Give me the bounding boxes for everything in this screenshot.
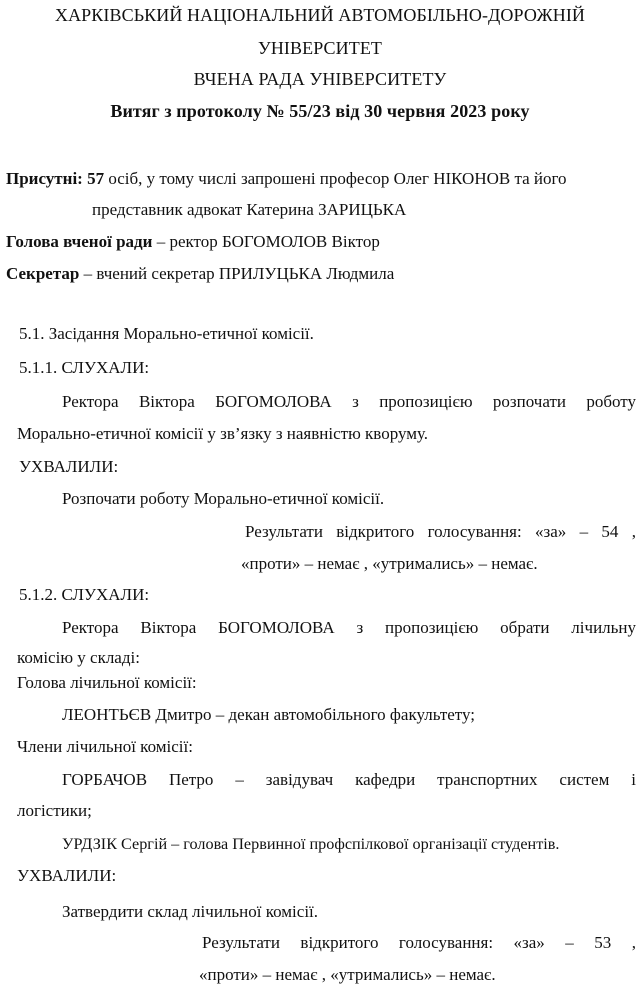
s2-proposal-text: Ректора Віктора БОГОМОЛОВА з пропозицією обрати лічильну — [62, 618, 636, 637]
council-name: ВЧЕНА РАДА УНІВЕРСИТЕТУ — [193, 69, 447, 89]
secretary-label: Секретар — [6, 264, 80, 283]
s2-decision: Затвердити склад лічильної комісії. — [62, 902, 319, 921]
s2-vote-results: Результати відкритого голосування: «за» – 53 , — [202, 933, 636, 952]
s2-vote-results-continued: «проти» – немає , «утримались» – немає. — [199, 965, 496, 984]
chair-text: – ректор БОГОМОЛОВ Віктор — [156, 232, 380, 251]
present-text: осіб, у тому числі запрошені професор Олег НІКОНОВ та його — [108, 169, 567, 188]
present-count: 57 — [87, 169, 105, 188]
protocol-title: Витяг з протоколу № 55/23 від 30 червня 2023 року — [110, 101, 530, 121]
s1-decision: Розпочати роботу Морально-етичної комісії. — [62, 489, 385, 508]
present-line — [6, 168, 636, 189]
s1-heard-heading: 5.1.1. СЛУХАЛИ: — [19, 358, 150, 377]
member-2: УРДЗІК Сергій – голова Первинної профспілкової організації студентів. — [62, 835, 560, 853]
s1-vote-results: Результати відкритого голосування: «за» – 54 , — [245, 522, 636, 541]
member-1-continued: логістики; — [17, 801, 92, 820]
s2-proposal-text-continued: комісію у складі: — [17, 648, 140, 667]
s1-proposal-text-continued: Морально-етичної комісії у зв’язку з наявністю кворуму. — [17, 424, 429, 443]
s1-proposal-text: Ректора Віктора БОГОМОЛОВА з пропозицією розпочати роботу — [62, 392, 636, 411]
s2-heard-heading: 5.1.2. СЛУХАЛИ: — [19, 585, 150, 604]
s1-resolved-heading: УХВАЛИЛИ: — [19, 457, 119, 476]
secretary-text: – вчений секретар ПРИЛУЦЬКА Людмила — [83, 264, 395, 283]
chair-line — [6, 231, 380, 252]
s2-resolved-heading: УХВАЛИЛИ: — [17, 866, 117, 885]
member-1: ГОРБАЧОВ Петро – завідувач кафедри транспортних систем і — [62, 770, 636, 789]
secretary-line — [6, 263, 394, 284]
chair-label: Голова вченої ради — [6, 232, 153, 251]
section-title: 5.1. Засідання Морально-етичної комісії. — [19, 324, 314, 343]
present-label: Присутні: — [6, 169, 83, 188]
counting-commission-members-label: Члени лічильної комісії: — [17, 737, 193, 756]
counting-commission-head-label: Голова лічильної комісії: — [17, 673, 197, 692]
counting-commission-head-name: ЛЕОНТЬЄВ Дмитро – декан автомобільного факультету; — [62, 705, 475, 724]
s1-vote-results-continued: «проти» – немає , «утримались» – немає. — [241, 554, 538, 573]
present-text-continued: представник адвокат Катерина ЗАРИЦЬКА — [92, 200, 407, 219]
university-name-line2: УНІВЕРСИТЕТ — [257, 38, 383, 58]
university-name-line1: ХАРКІВСЬКИЙ НАЦІОНАЛЬНИЙ АВТОМОБІЛЬНО-ДОРОЖНІЙ — [54, 5, 586, 25]
